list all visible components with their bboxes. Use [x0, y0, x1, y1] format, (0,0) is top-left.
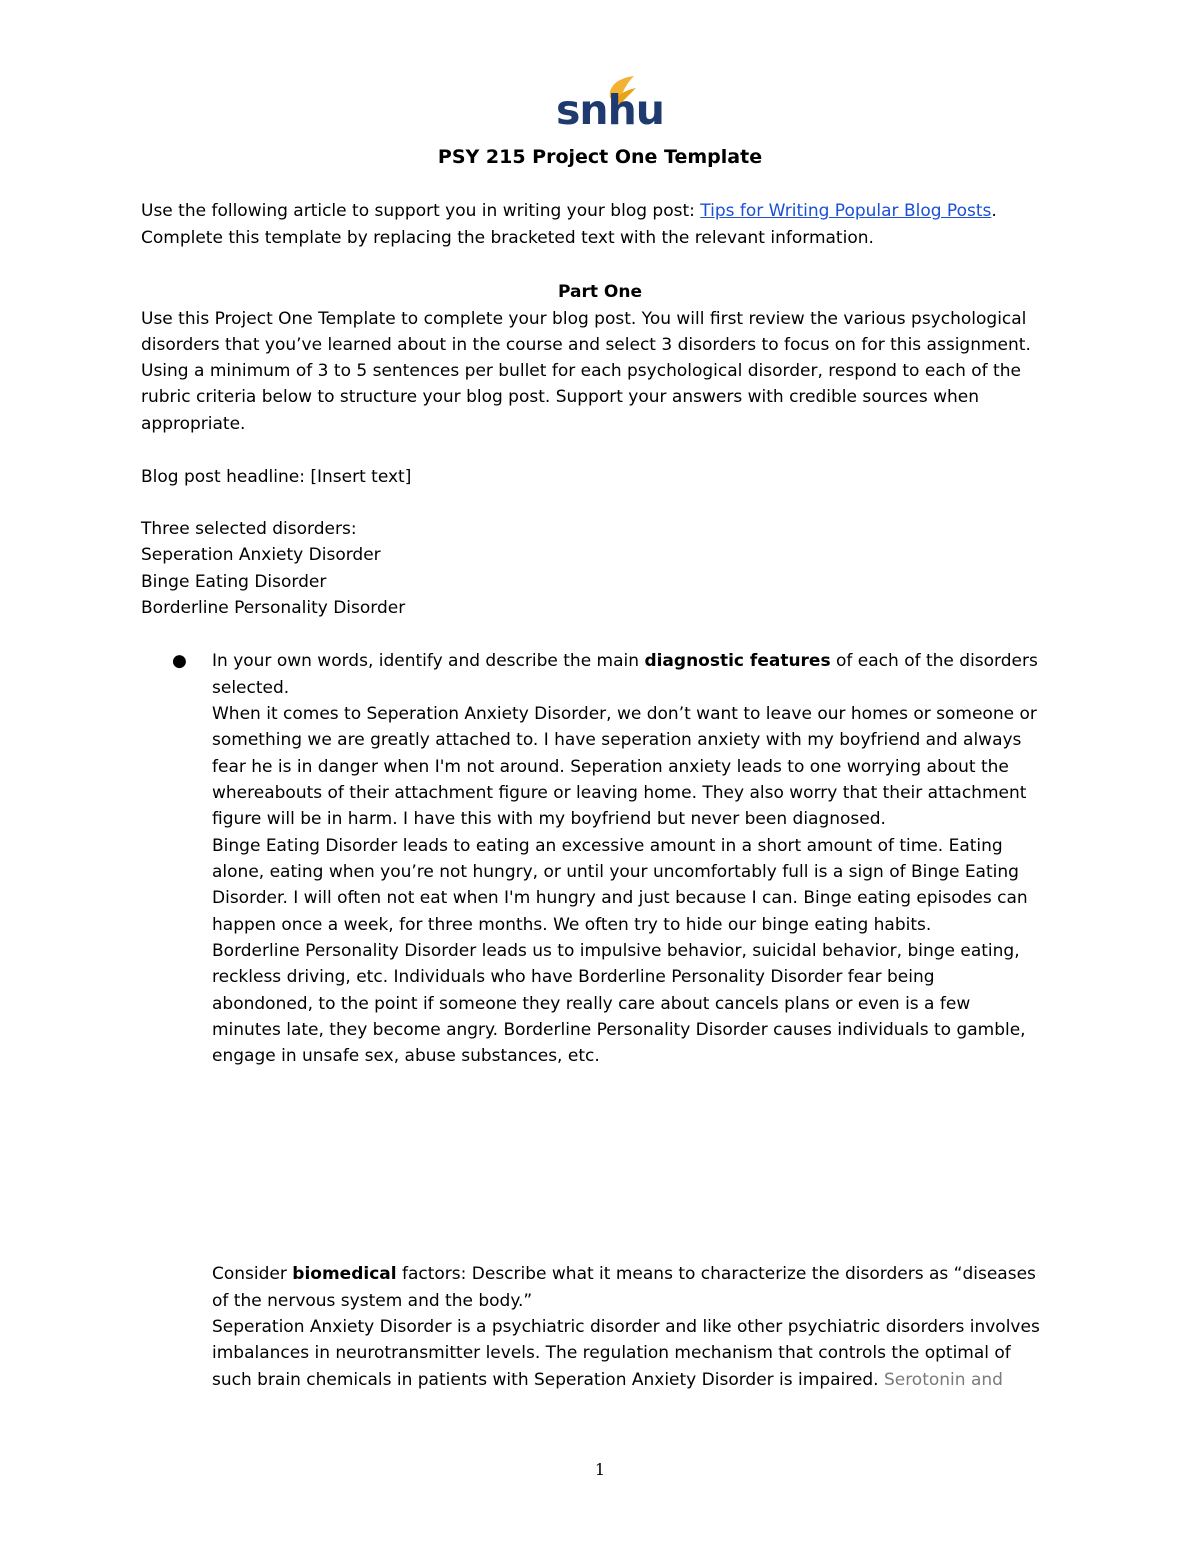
- bullet-2-prompt-line-2: of the nervous system and the body.”: [212, 1291, 533, 1311]
- answer-line: Borderline Personality Disorder leads us to impulsive behavior, suicidal behavior, binge eating,: [212, 941, 1020, 961]
- blog-headline: Blog post headline: [Insert text]: [141, 467, 412, 487]
- logo-text: snhu: [556, 86, 664, 134]
- answer-line: Seperation Anxiety Disorder is a psychiatric disorder and like other psychiatric disorders involves: [212, 1317, 1040, 1337]
- part-heading: Part One: [558, 282, 642, 302]
- answer-line: Binge Eating Disorder leads to eating an excessive amount in a short amount of time. Eating: [212, 836, 1003, 856]
- answer-line: fear he is in danger when I'm not around. Seperation anxiety leads to one worrying about the: [212, 757, 1009, 777]
- answer-line: reckless driving, etc. Individuals who have Borderline Personality Disorder fear being: [212, 967, 935, 987]
- page-number: 1: [594, 1460, 606, 1479]
- answer-line: Disorder. I will often not eat when I'm hungry and just because I can. Binge eating episodes can: [212, 888, 1028, 908]
- part-paragraph-line: Using a minimum of 3 to 5 sentences per bullet for each psychological disorder, respond to each of the: [141, 361, 1021, 381]
- answer-line: engage in unsafe sex, abuse substances, etc.: [212, 1046, 600, 1066]
- snhu-logo: [548, 68, 664, 136]
- disorder-item: Binge Eating Disorder: [141, 572, 327, 592]
- disorder-item: Seperation Anxiety Disorder: [141, 545, 381, 565]
- bullet-1-prompt: In your own words, identify and describe the main diagnostic features of each of the disorders: [212, 651, 1038, 671]
- answer-line: abondoned, to the point if someone they really care about cancels plans or even is a few: [212, 994, 971, 1014]
- article-link[interactable]: Tips for Writing Popular Blog Posts: [700, 201, 992, 221]
- answer-line: alone, eating when you’re not hungry, or until your uncomfortably full is a sign of Binge Eating: [212, 862, 1019, 882]
- answer-line: When it comes to Seperation Anxiety Disorder, we don’t want to leave our homes or someone or: [212, 704, 1037, 724]
- bullet-1-prompt-line-2: selected.: [212, 678, 290, 698]
- intro-line-2: Complete this template by replacing the bracketed text with the relevant information.: [141, 228, 874, 248]
- answer-line: happen once a week, for three months. We often try to hide our binge eating habits.: [212, 915, 932, 935]
- document-title: PSY 215 Project One Template: [437, 146, 763, 168]
- bullet-icon: ●: [172, 651, 187, 671]
- disorders-label: Three selected disorders:: [141, 519, 357, 539]
- part-paragraph-line: rubric criteria below to structure your blog post. Support your answers with credible sources when: [141, 387, 980, 407]
- bullet-2-prompt: Consider biomedical factors: Describe what it means to characterize the disorders as “diseases: [212, 1264, 1036, 1284]
- part-paragraph-line: disorders that you’ve learned about in the course and select 3 disorders to focus on for this assignment.: [141, 335, 1031, 355]
- part-paragraph-line: Use this Project One Template to complete your blog post. You will first review the various psychological: [141, 309, 1027, 329]
- part-paragraph-line: appropriate.: [141, 414, 246, 434]
- answer-line: whereabouts of their attachment figure or leaving home. They also worry that their attachment: [212, 783, 1027, 803]
- answer-line: imbalances in neurotransmitter levels. The regulation mechanism that controls the optimal of: [212, 1343, 1011, 1363]
- answer-line-last: such brain chemicals in patients with Seperation Anxiety Disorder is impaired. Serotonin and: [212, 1370, 1003, 1390]
- intro-line-1: Use the following article to support you in writing your blog post: Tips for Writing Popular Blog Posts.: [141, 201, 997, 221]
- disorder-item: Borderline Personality Disorder: [141, 598, 406, 618]
- answer-line: figure will be in harm. I have this with my boyfriend but never been diagnosed.: [212, 809, 886, 829]
- answer-line: minutes late, they become angry. Borderline Personality Disorder causes individuals to gamble,: [212, 1020, 1026, 1040]
- answer-line: something we are greatly attached to. I have seperation anxiety with my boyfriend and always: [212, 730, 1022, 750]
